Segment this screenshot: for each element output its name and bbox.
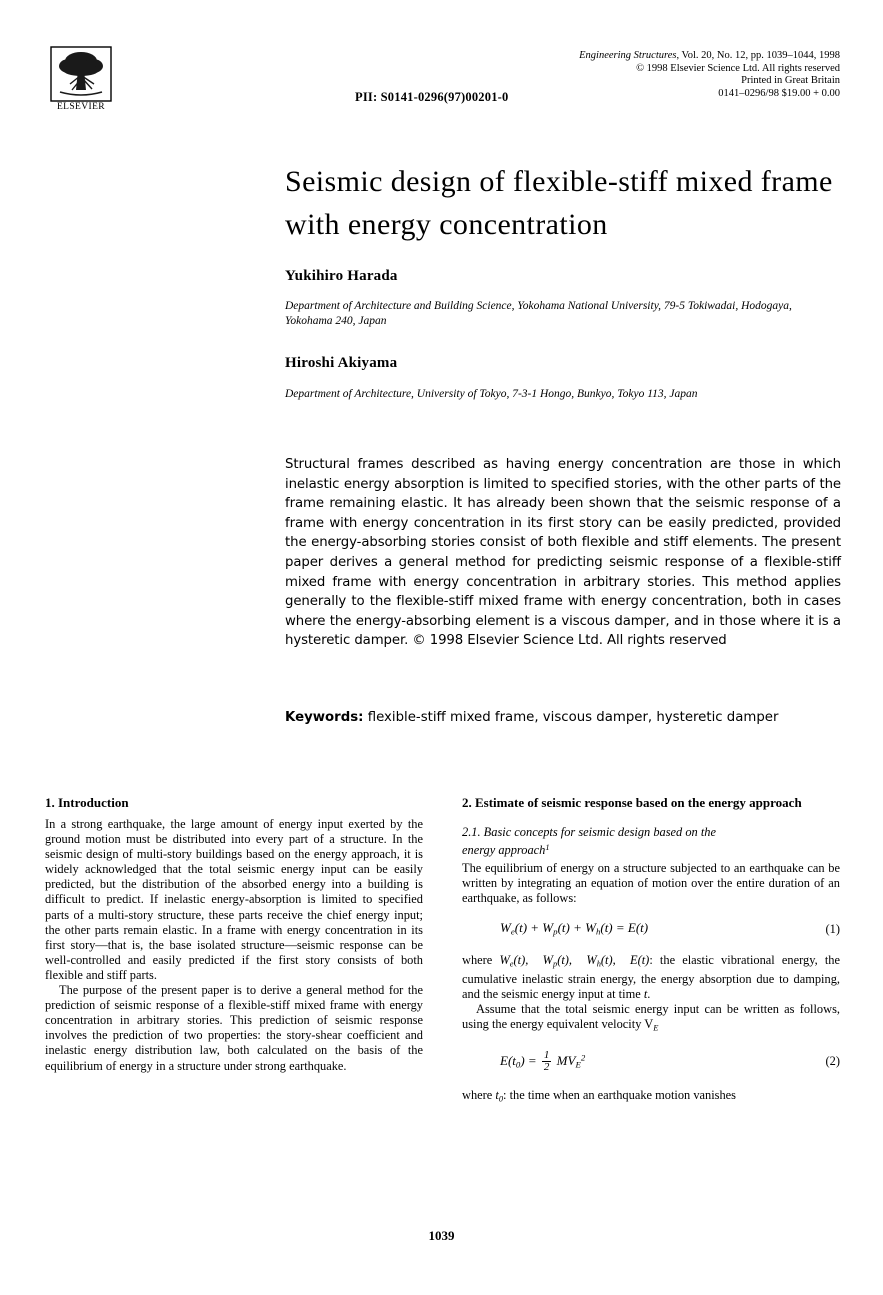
copyright-line: © 1998 Elsevier Science Ltd. All rights reserved bbox=[636, 62, 840, 74]
body-column-left bbox=[45, 795, 423, 1074]
reference-marker: 1 bbox=[545, 842, 550, 853]
elsevier-tree-icon bbox=[50, 46, 112, 102]
inline-math bbox=[653, 1017, 658, 1031]
equation-2-body: $E(t_0)$ = $\frac{1}{2}$ $MV_E^2$ bbox=[500, 1048, 586, 1074]
paragraph-text-segment: : the elastic vibrational energy, the cumulative inelastic strain energy, the energy absorption due to damping, and the seismic energy input at time bbox=[462, 953, 841, 1001]
publisher-logo bbox=[50, 46, 112, 116]
pii-code: PII: S0141-0296(97)00201-0 bbox=[355, 90, 509, 104]
author-affiliation-2: Department of Architecture, University of Tokyo, 7-3-1 Hongo, Bunkyo, Tokyo 113, Japan bbox=[285, 388, 698, 400]
inline-math: $W_e(t)$, $W_p(t)$, $W_h(t)$, E(t) bbox=[499, 953, 650, 969]
author-affiliation-1: Department of Architecture and Building Science, Yokohama National University, 79-5 Tokiwadai, Hodogaya, Yokohama 240, Japan bbox=[285, 300, 792, 327]
journal-citation bbox=[440, 50, 840, 100]
abstract-text: Structural frames described as having energy concentration are those in which inelastic energy absorption is limited to specified stories, with the other parts of the frame remaining elastic. It has already been shown that the seismic response of a frame with energy concentration in its first story can be easily predicted, provided the energy-absorbing stories consist of both flexible and stiff elements. The present paper derives a general method for predicting seismic response of a flexible-stiff mixed frame with energy concentration in arbitrary stories. This method applies generally to the flexible-stiff mixed frame with energy concentration, both in cases where the energy-absorbing element is a viscous damper, and in those where it is a hysteretic damper. © 1998 Elsevier Science Ltd. All rights reserved bbox=[285, 457, 841, 649]
issn-price-line: 0141–0296/98 $19.00 + 0.00 bbox=[718, 87, 840, 99]
paragraph-text-segment: where bbox=[462, 953, 500, 968]
equation-1-body: $W_e(t) + W_p(t) + W_h(t) = E(t)$ bbox=[500, 919, 649, 937]
page-title: Seismic design of flexible-stiff mixed frame with energy concentration bbox=[285, 165, 833, 242]
keywords-block bbox=[285, 708, 841, 728]
journal-citation-line-1 bbox=[440, 50, 840, 63]
page-number: 1039 bbox=[428, 1228, 455, 1243]
paragraph bbox=[462, 1002, 840, 1036]
paragraph: where $W_e(t)$, $W_p(t)$, $W_h(t)$, E(t): the elastic vibrational energy, the cumulative inelastic strain energy, the energy absorption due to damping, and the seismic energy input at time t. bbox=[462, 953, 841, 1001]
publisher-name: ELSEVIER bbox=[56, 102, 106, 112]
inline-math: $t_0$ bbox=[495, 1087, 504, 1104]
paragraph-text-segment: : the time when an earthquake motion vanishes bbox=[503, 1087, 736, 1102]
inline-math-subscript: E bbox=[653, 1022, 659, 1033]
journal-volume-pages: , Vol. 20, No. 12, pp. 1039–1044, 1998 bbox=[676, 50, 840, 61]
subsection-heading-line-1: 2.1. Basic concepts for seismic design based on the bbox=[462, 825, 716, 839]
body-column-right bbox=[462, 795, 840, 1106]
author-name-2: Hiroshi Akiyama bbox=[285, 355, 398, 371]
equation-1-number: (1) bbox=[825, 922, 840, 937]
author-name-1: Yukihiro Harada bbox=[285, 268, 398, 284]
journal-title: Engineering Structures bbox=[579, 50, 677, 61]
paragraph-text-segment: Assume that the total seismic energy input can be written as follows, using the energy equivalent velocity V bbox=[462, 1002, 840, 1032]
section-heading-2: 2. Estimate of seismic response based on the energy approach bbox=[462, 795, 802, 810]
equation-2-number: (2) bbox=[825, 1054, 840, 1069]
paragraph-text-segment: where bbox=[462, 1087, 496, 1102]
page-header bbox=[45, 42, 840, 122]
inline-math: t bbox=[643, 987, 648, 1001]
paragraph: In a strong earthquake, the large amount of energy input exerted by the ground motion must be distributed into every part of a structure. In the seismic design of multi-story buildings based on the energy approach, it is widely acknowledged that the total seismic energy input can be easily predicted, but the distribution of the absorbed energy into a building is difficult to predict. If inelastic energy-absorption is limited to specified parts of a multi-story structure, these parts receive the chief energy input; the other parts remain elastic. In a frame with energy concentration in its first story—that is, the base isolated structure—seismic response can be well-controlled and easily predicted if the first story consists of both flexible and stiff parts. bbox=[45, 817, 423, 982]
subsection-heading-line-2: energy approach bbox=[462, 843, 546, 858]
subsection-heading-2-1 bbox=[462, 825, 840, 859]
paragraph: The purpose of the present paper is to derive a general method for the prediction of seismic response of a flexible-stiff mixed frame with energy concentration in arbitrary stories. This prediction of seismic response involves the prediction of two properties: the story-shear coefficient and inelastic energy distribution law, both calculated on the basis of the equilibrium of energy in a structure under strong earthquake. bbox=[45, 983, 423, 1073]
section-heading-1: 1. Introduction bbox=[45, 795, 129, 810]
paragraph bbox=[462, 1088, 840, 1106]
keywords-label: Keywords: bbox=[285, 710, 364, 725]
equation-2 bbox=[462, 1050, 840, 1074]
fraction-one-half: $\frac{1}{2}$ bbox=[543, 1048, 550, 1074]
printed-line: Printed in Great Britain bbox=[741, 75, 840, 86]
paragraph: The equilibrium of energy on a structure subjected to an earthquake can be written by integrating an equation of motion over the entire duration of an earthquake, as follows: bbox=[462, 860, 840, 905]
keywords-text: flexible-stiff mixed frame, viscous damper, hysteretic damper bbox=[367, 710, 779, 725]
equation-1 bbox=[462, 920, 840, 940]
